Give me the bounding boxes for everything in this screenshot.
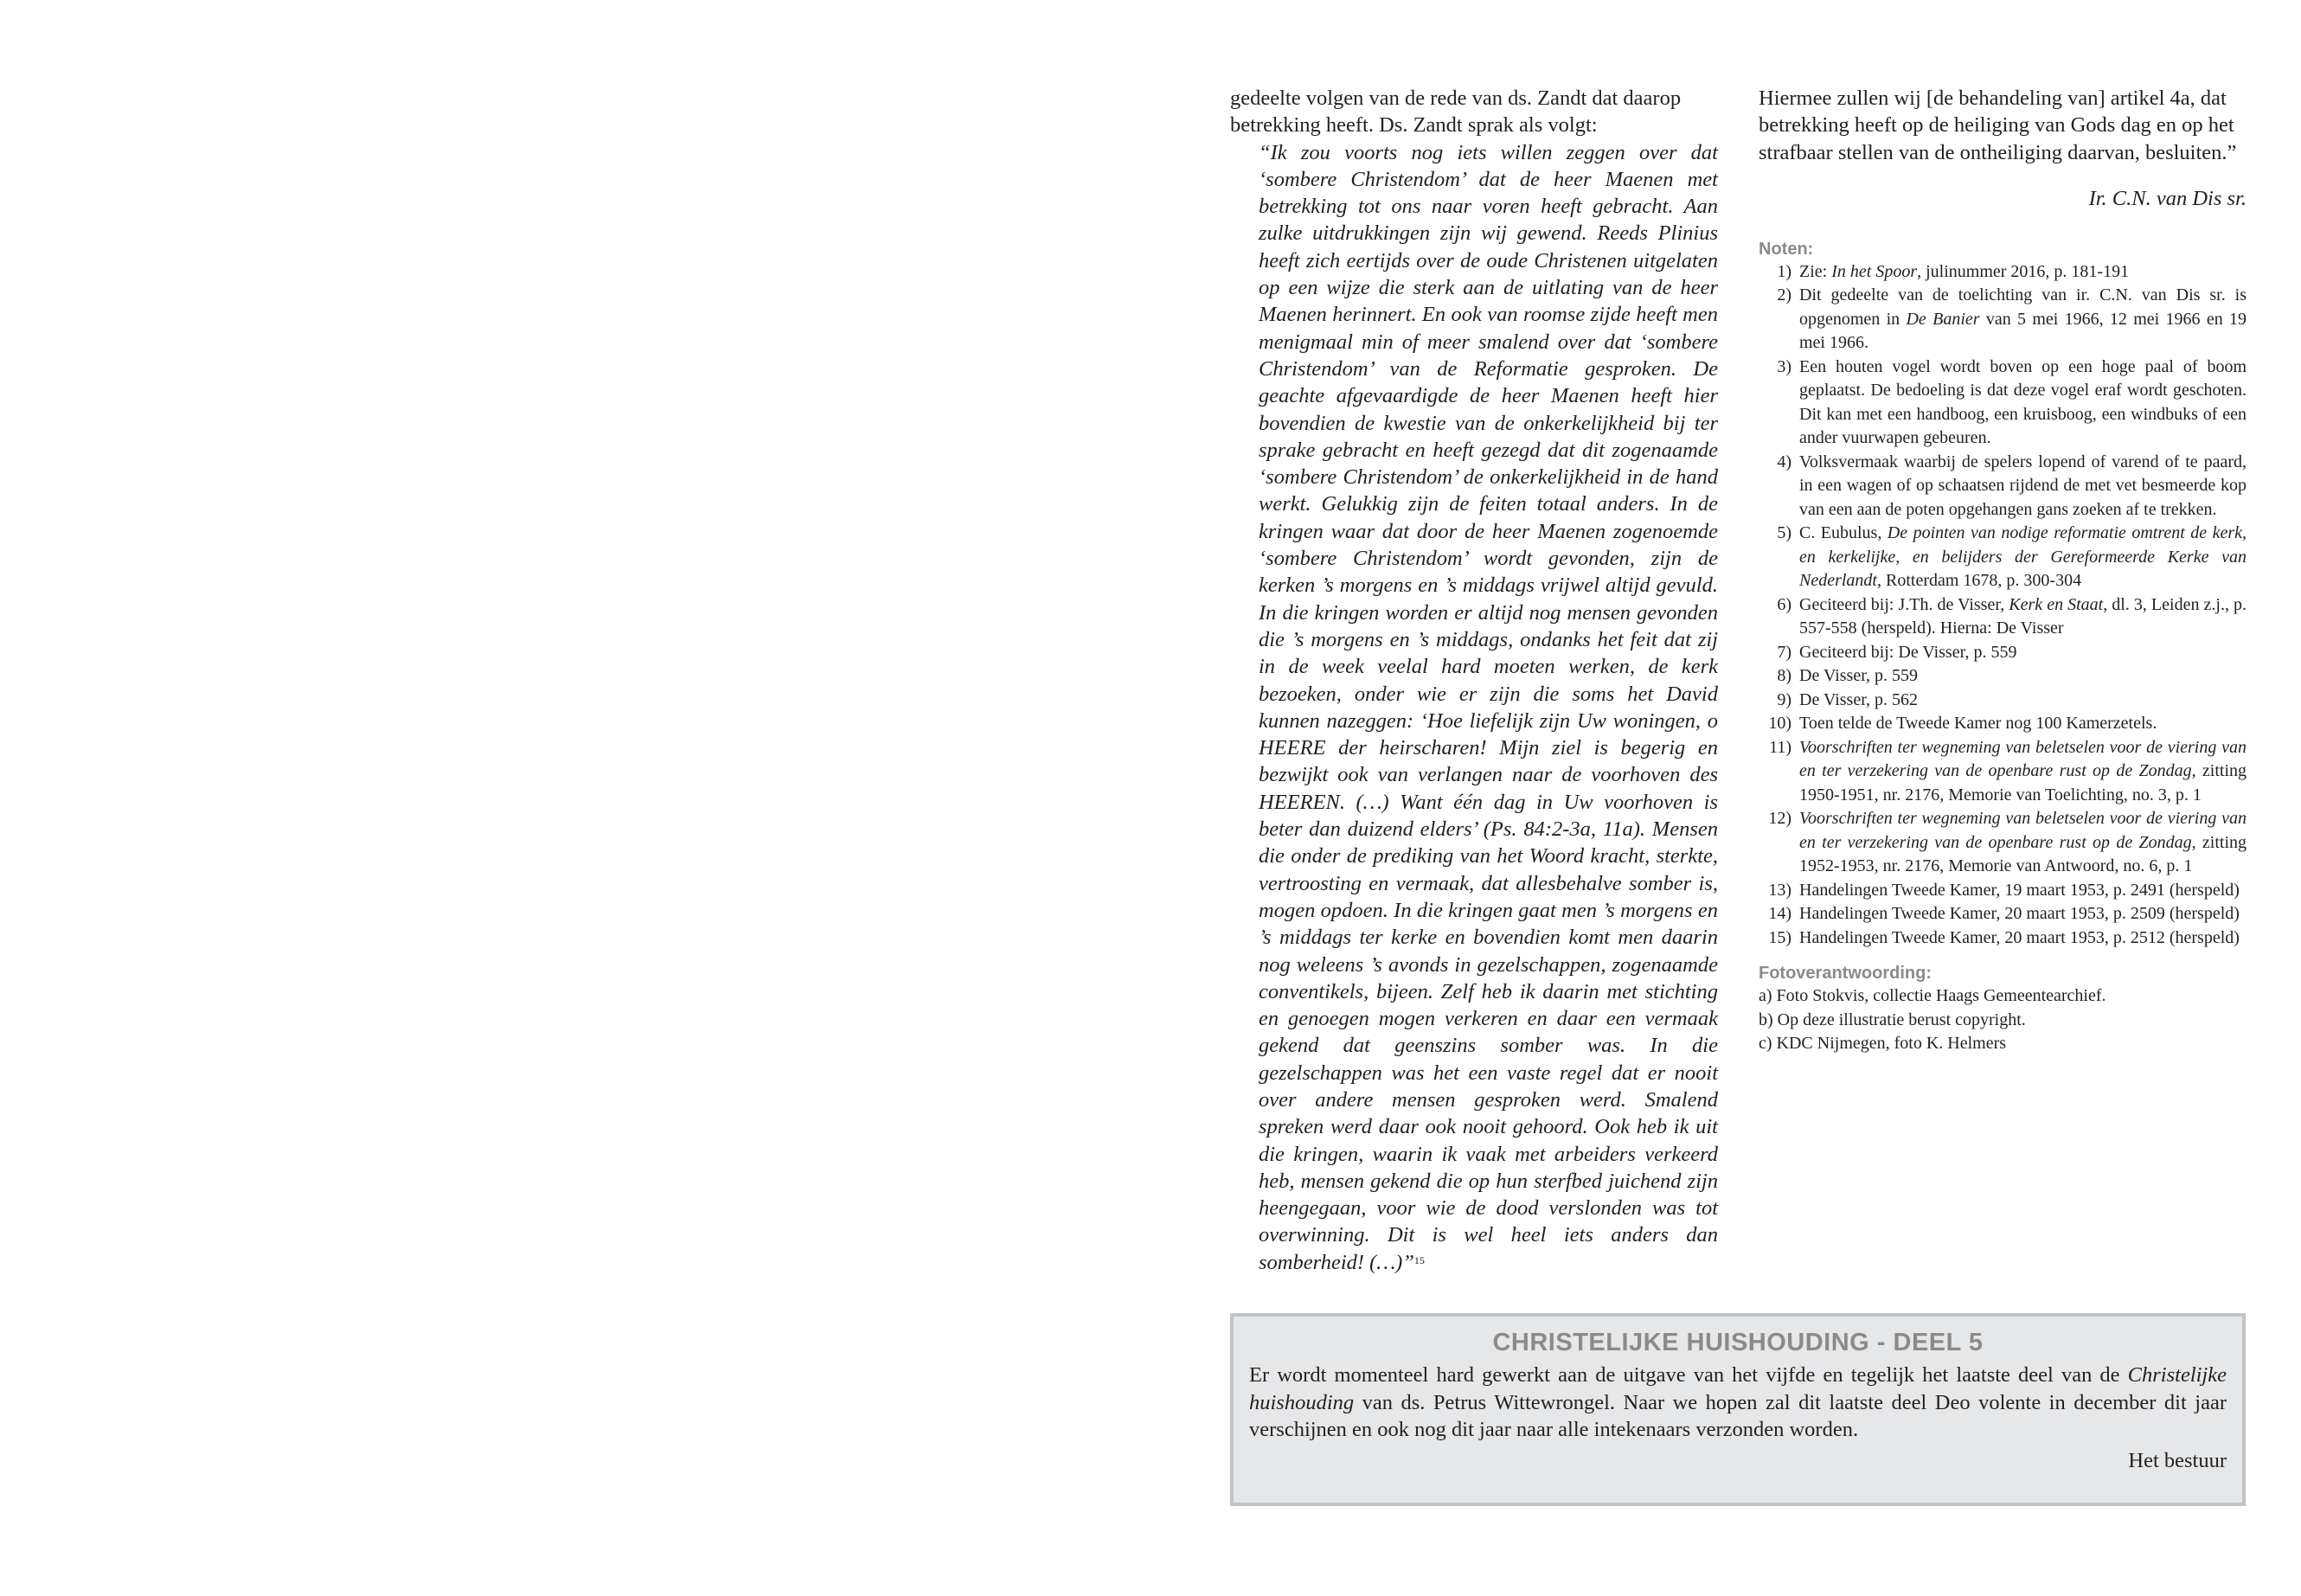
note-text: C. Eubulus, De pointen van nodige reformatie omtrent de kerk, en kerkelijke, en belijders der Gereformeerde Kerke van Nederlandt, Rotterdam 1678, p. 300-304 [1799, 523, 2247, 591]
note-number: 9) [1777, 689, 1791, 709]
note-item [1759, 593, 2247, 641]
note-item [1759, 664, 2247, 689]
speech-quote-text: “Ik zou voorts nog iets willen zeggen over dat ‘sombere Christendom’ dat de heer Maenen met betrekking tot ons naar voren heeft gebracht. Aan zulke uitdrukkingen zijn wij gewend. Reeds Plinius heeft zich eertijds over de oude Christenen uitgelaten op een wijze die sterk aan de uitlating van de heer Maenen herinnert. En ook van roomse zijde heeft men menigmaal min of meer smalend over dat ‘sombere Christendom’ van de Reformatie gesproken. De geachte afgevaardigde de heer Maenen heeft hier bovendien de kwestie van de onkerkelijkheid bij ter sprake gebracht en heeft gezegd dat dit zogenaamde ‘sombere Christendom’ de onkerkelijkheid in de hand werkt. Gelukkig zijn de feiten totaal anders. In de kringen waar dat door de heer Maenen zogenoemde ‘sombere Christendom’ wordt gevonden, zijn de kerken ’s morgens en ’s middags vrijwel altijd gevuld. In die kringen worden er altijd nog mensen gevonden die ’s morgens en ’s middags, ondanks het feit dat zij in de week veelal hard moeten werken, de kerk bezoeken, onder wie er zijn die soms het David kunnen nazeggen: ‘Hoe liefelijk zijn Uw woningen, o HEERE der heirscharen! Mijn ziel is begerig en bezwijkt ook van verlangen naar de voorhoven des HEEREN. (…) Want één dag in Uw voorhoven is beter dan duizend elders’ (Ps. 84:2-3a, 11a). Mensen die onder de prediking van het Woord kracht, sterkte, vertroosting en vermaak, dat allesbehalve somber is, mogen opdoen. In die kringen gaat men ’s morgens en ’s middags ter kerke en bovendien komt men daarin nog weleens ’s avonds in gezelschappen, zogenaamde conventikels, bijeen. Zelf heb ik daarin met stichting en genoegen mogen verkeren en daar een vermaak gekend dat geenszins somber was. In die gezelschappen was het een vaste regel dat er nooit over andere mensen gesproken werd. Smalend spreken werd daar ook nooit gehoord. Ook heb ik uit die kringen, waarin ik vaak met arbeiders verkeerd heb, mensen gekend die op hun sterfbed juichend zijn heengegaan, voor wie de dood verslonden was tot overwinning. Dit is wel heel iets anders dan somberheid! (…)” [1259, 140, 1718, 1274]
announcement-box [1230, 1313, 2246, 1506]
right-column [1759, 85, 2247, 1056]
note-text: De Visser, p. 562 [1799, 689, 1919, 709]
note-number: 5) [1777, 523, 1791, 543]
note-item [1759, 712, 2247, 736]
note-number: 7) [1777, 642, 1791, 662]
note-number: 6) [1777, 594, 1791, 614]
credit-item: b) Op deze illustratie berust copyright. [1759, 1010, 2026, 1029]
note-text: Handelingen Tweede Kamer, 19 maart 1953, p. 2491 (herspeld) [1799, 880, 2240, 900]
note-item [1759, 451, 2247, 522]
note-number: 13) [1768, 880, 1791, 900]
note-text: Voorschriften ter wegneming van beletselen voor de viering van en ter verzekering van de openbare rust op de Zondag, zitting 1950-1951, nr. 2176, Memorie van Toelichting, no. 3, p. 1 [1799, 737, 2247, 804]
note-item [1759, 522, 2247, 593]
note-item [1759, 356, 2247, 451]
note-number: 11) [1769, 737, 1791, 757]
note-text: Voorschriften ter wegneming van beletselen voor de viering van en ter verzekering van de openbare rust op de Zondag, zitting 1952-1953, nr. 2176, Memorie van Antwoord, no. 6, p. 1 [1799, 809, 2247, 876]
note-item [1759, 689, 2247, 713]
note-item [1759, 641, 2247, 665]
note-number: 1) [1777, 261, 1791, 281]
credits-heading: Fotoverantwoording: [1759, 964, 1932, 984]
note-text: Volksvermaak waarbij de spelers lopend of varend of te paard, in een wagen of op schaatsen rijdend de met vet besmeerde kop van een aan de poten opgehangen gans zoeken af te trekken. [1799, 452, 2247, 519]
conclusion-paragraph: Hiermee zullen wij [de behandeling van] artikel 4a, dat betrekking heeft op de heiliging van Gods dag en op het strafbaar stellen van de ontheiliging daarvan, besluiten.” [1759, 87, 2237, 164]
note-number: 3) [1777, 356, 1791, 376]
note-number: 15) [1768, 927, 1791, 947]
note-text: Geciteerd bij: De Visser, p. 559 [1799, 642, 2017, 662]
announcement-text-part: Er wordt momenteel hard gewerkt aan de uitgave van het vijfde en tegelijk het laatste deel van de [1249, 1363, 2128, 1387]
announcement-book-title: Christelijke huishouding [1249, 1363, 2227, 1414]
note-text: De Visser, p. 559 [1799, 666, 1919, 686]
note-item [1759, 807, 2247, 879]
credit-item: a) Foto Stokvis, collectie Haags Gemeentearchief. [1759, 986, 2106, 1006]
credits-list [1759, 984, 2247, 1056]
note-text: Geciteerd bij: J.Th. de Visser, Kerk en Staat, dl. 3, Leiden z.j., p. 557-558 (herspeld). Hierna: De Visser [1799, 594, 2247, 638]
announcement-text-part: van ds. Petrus Wittewrongel. Naar we hopen zal dit laatste deel Deo volente in december dit jaar verschijnen en ook nog dit jaar naar alle intekenaars verzonden worden. [1249, 1390, 2227, 1441]
note-text: Zie: In het Spoor, julinummer 2016, p. 181-191 [1799, 261, 2130, 281]
note-number: 2) [1777, 285, 1791, 305]
note-text: Dit gedeelte van de toelichting van ir. C.N. van Dis sr. is opgenomen in De Banier van 5 mei 1966, 12 mei 1966 en 19 mei 1966. [1799, 285, 2247, 353]
note-text: Handelingen Tweede Kamer, 20 maart 1953, p. 2512 (herspeld) [1799, 927, 2240, 947]
note-item [1759, 284, 2247, 356]
author-signature: Ir. C.N. van Dis sr. [2088, 186, 2247, 210]
notes-list [1759, 260, 2247, 951]
speech-quote [1230, 139, 1718, 1276]
note-number: 10) [1768, 714, 1791, 734]
note-number: 12) [1768, 809, 1791, 829]
announcement-text [1249, 1362, 2227, 1444]
left-column [1230, 85, 1718, 1276]
note-text: Toen telde de Tweede Kamer nog 100 Kamerzetels. [1799, 714, 2157, 734]
note-item [1759, 736, 2247, 808]
announcement-signoff: Het bestuur [2128, 1448, 2227, 1472]
note-number: 14) [1768, 904, 1791, 924]
note-item [1759, 260, 2247, 285]
note-text: Een houten vogel wordt boven op een hoge paal of boom geplaatst. De bedoeling is dat deze vogel eraf wordt geschoten. Dit kan met een handboog, een kruisboog, een windbuks of een ander vuurwapen gebeuren. [1799, 356, 2247, 448]
notes-heading: Noten: [1759, 239, 1814, 259]
note-item [1759, 926, 2247, 951]
note-text: Handelingen Tweede Kamer, 20 maart 1953, p. 2509 (herspeld) [1799, 904, 2240, 924]
note-number: 8) [1777, 666, 1791, 686]
intro-paragraph: gedeelte volgen van de rede van ds. Zandt dat daarop betrekking heeft. Ds. Zandt sprak als volgt: [1230, 87, 1682, 138]
note-item [1759, 879, 2247, 903]
announcement-title: CHRISTELIJKE HUISHOUDING - DEEL 5 [1492, 1329, 1984, 1356]
note-item [1759, 902, 2247, 926]
note-number: 4) [1777, 452, 1791, 471]
footnote-ref: 15 [1413, 1253, 1425, 1266]
credit-item: c) KDC Nijmegen, foto K. Helmers [1759, 1034, 2007, 1054]
